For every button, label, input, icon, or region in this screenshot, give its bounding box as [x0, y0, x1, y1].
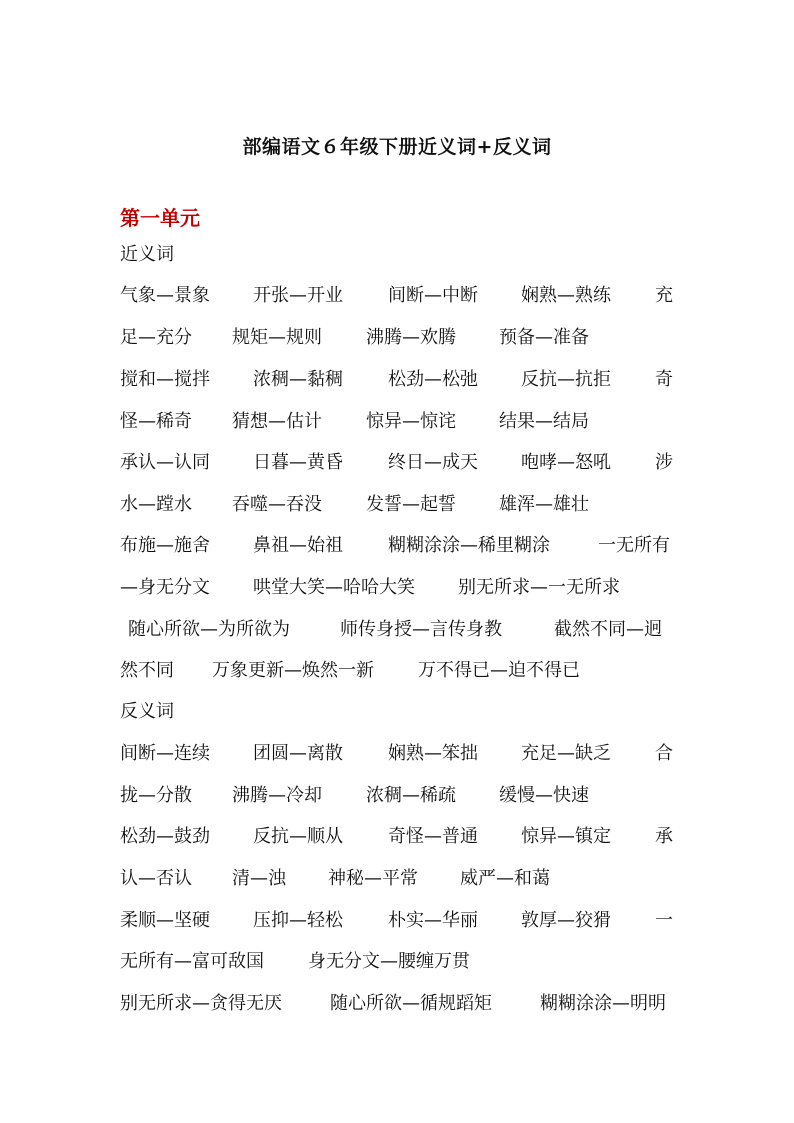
synonym-word-pair: 发誓—起誓	[366, 494, 456, 515]
antonym-word-pair: 威严—和蔼	[460, 868, 550, 889]
synonym-line	[120, 490, 680, 520]
synonym-word-pair: 娴熟—熟练	[521, 285, 611, 306]
antonym-word-pair: 承	[655, 826, 673, 847]
synonym-word-pair: 涉	[655, 452, 673, 473]
antonym-word-pair: 朴实—华丽	[388, 910, 478, 931]
synonym-word-pair: 终日—成天	[388, 452, 478, 473]
antonym-word-pair: 神秘—平常	[328, 868, 418, 889]
unit-heading: 第一单元	[120, 206, 200, 230]
antonym-word-pair: 一	[655, 910, 673, 931]
antonym-word-pair: 别无所求—贪得无厌	[120, 993, 282, 1014]
antonyms-heading: 反义词	[120, 701, 174, 722]
synonym-line	[120, 365, 680, 395]
antonym-word-pair: 团圆—离散	[253, 743, 343, 764]
synonym-word-pair: 怪—稀奇	[120, 411, 192, 432]
antonym-word-pair: 压抑—轻松	[253, 910, 343, 931]
synonym-word-pair: 结果—结局	[499, 411, 589, 432]
synonym-word-pair: 水—蹚水	[120, 494, 192, 515]
antonym-line	[120, 822, 680, 852]
antonym-word-pair: 清—浊	[232, 868, 286, 889]
synonym-line	[120, 407, 680, 437]
synonym-word-pair: 万象更新—焕然一新	[212, 660, 374, 681]
antonym-word-pair: 奇怪—普通	[388, 826, 478, 847]
synonym-line	[120, 323, 680, 353]
synonym-line	[120, 281, 680, 311]
synonym-word-pair: 日暮—黄昏	[253, 452, 343, 473]
antonym-line	[120, 864, 680, 894]
antonym-word-pair: 无所有—富可敌国	[120, 951, 264, 972]
synonym-line	[120, 615, 680, 645]
antonym-word-pair: 惊异—镇定	[521, 826, 611, 847]
synonym-word-pair: 随心所欲—为所欲为	[128, 619, 290, 640]
antonym-word-pair: 娴熟—笨拙	[388, 743, 478, 764]
synonym-word-pair: —身无分文	[120, 577, 210, 598]
synonym-line	[120, 531, 680, 561]
synonym-word-pair: 猜想—估计	[232, 411, 322, 432]
synonym-word-pair: 预备—准备	[499, 327, 589, 348]
synonym-word-pair: 哄堂大笑—哈哈大笑	[253, 577, 415, 598]
antonym-word-pair: 身无分文—腰缠万贯	[308, 951, 470, 972]
antonym-word-pair: 间断—连续	[120, 743, 210, 764]
synonym-word-pair: 鼻祖—始祖	[253, 535, 343, 556]
synonym-word-pair: 雄浑—雄壮	[499, 494, 589, 515]
antonym-line	[120, 947, 680, 977]
synonym-word-pair: 奇	[655, 369, 673, 390]
synonym-line	[120, 656, 680, 686]
antonym-word-pair: 随心所欲—循规蹈矩	[330, 993, 492, 1014]
synonym-word-pair: 一无所有	[598, 535, 670, 556]
synonym-word-pair: 然不同	[120, 660, 174, 681]
antonym-word-pair: 柔顺—坚硬	[120, 910, 210, 931]
synonym-word-pair: 师传身授—言传身教	[340, 619, 502, 640]
antonym-word-pair: 合	[655, 743, 673, 764]
synonyms-heading: 近义词	[120, 244, 174, 265]
synonym-line	[120, 573, 680, 603]
antonym-line	[120, 781, 680, 811]
synonym-word-pair: 承认—认同	[120, 452, 210, 473]
synonym-word-pair: 万不得已—迫不得已	[418, 660, 580, 681]
synonym-word-pair: 规矩—规则	[232, 327, 322, 348]
synonym-line	[120, 448, 680, 478]
antonym-word-pair: 反抗—顺从	[253, 826, 343, 847]
synonym-word-pair: 气象—景象	[120, 285, 210, 306]
synonym-word-pair: 吞噬—吞没	[232, 494, 322, 515]
document-title: 部编语文６年级下册近义词+反义词	[242, 136, 552, 158]
synonym-word-pair: 截然不同—迥	[554, 619, 662, 640]
synonym-word-pair: 布施—施舍	[120, 535, 210, 556]
antonym-word-pair: 敦厚—狡猾	[521, 910, 611, 931]
antonym-word-pair: 糊糊涂涂—明明	[540, 993, 666, 1014]
antonym-word-pair: 充足—缺乏	[521, 743, 611, 764]
antonym-line	[120, 739, 680, 769]
antonym-line	[120, 989, 680, 1019]
antonym-word-pair: 拢—分散	[120, 785, 192, 806]
synonym-word-pair: 足—充分	[120, 327, 192, 348]
synonym-word-pair: 反抗—抗拒	[521, 369, 611, 390]
antonym-word-pair: 缓慢—快速	[499, 785, 589, 806]
antonym-word-pair: 认—否认	[120, 868, 192, 889]
synonym-word-pair: 充	[655, 285, 673, 306]
synonym-word-pair: 咆哮—怒吼	[521, 452, 611, 473]
synonym-word-pair: 开张—开业	[253, 285, 343, 306]
synonym-word-pair: 松劲—松弛	[388, 369, 478, 390]
synonym-word-pair: 间断—中断	[388, 285, 478, 306]
synonym-word-pair: 别无所求—一无所求	[458, 577, 620, 598]
synonym-word-pair: 糊糊涂涂—稀里糊涂	[388, 535, 550, 556]
synonym-word-pair: 沸腾—欢腾	[366, 327, 456, 348]
antonym-word-pair: 沸腾—冷却	[232, 785, 322, 806]
synonym-word-pair: 搅和—搅拌	[120, 369, 210, 390]
synonym-word-pair: 惊异—惊诧	[366, 411, 456, 432]
antonym-line	[120, 906, 680, 936]
synonym-word-pair: 浓稠—黏稠	[253, 369, 343, 390]
antonym-word-pair: 浓稠—稀疏	[366, 785, 456, 806]
antonym-word-pair: 松劲—鼓劲	[120, 826, 210, 847]
